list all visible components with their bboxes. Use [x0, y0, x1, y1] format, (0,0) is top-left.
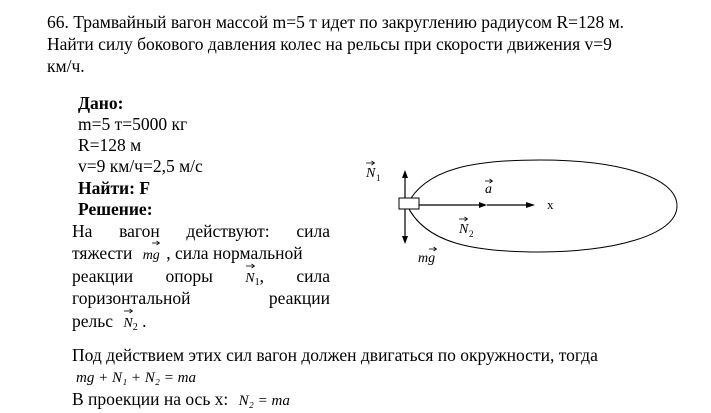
- find-heading: Найти: F: [78, 178, 151, 198]
- given-heading: Дано:: [78, 93, 124, 113]
- word: сила: [296, 221, 330, 241]
- mg-label: [418, 247, 437, 266]
- problem-line-1: 66. Трамвайный вагон массой m=5 т идет по закруглению радиусом R=128 м.: [47, 12, 625, 32]
- solution-line-2: [72, 243, 303, 266]
- vector-arrow-icon: [152, 240, 160, 246]
- word: вагон: [119, 221, 160, 241]
- solution-line-4: [72, 288, 330, 308]
- svg-text:mg: mg: [418, 251, 436, 266]
- formula-n2: N2: [123, 311, 137, 338]
- word: сила: [296, 266, 330, 286]
- svg-text:1: 1: [376, 173, 381, 183]
- word: действуют:: [186, 221, 270, 241]
- word: На: [72, 221, 93, 241]
- solution-line-1: [72, 221, 330, 241]
- n1-label: [365, 161, 381, 183]
- svg-text:N: N: [366, 166, 376, 181]
- mg-arrowhead-icon: [402, 236, 408, 244]
- word: реакции: [268, 288, 330, 308]
- solution-line-5: [72, 311, 146, 338]
- vector-arrow-icon: [124, 308, 133, 314]
- given-radius: R=128 м: [78, 135, 142, 155]
- problem-line-3: км/ч.: [47, 56, 85, 76]
- svg-text:2: 2: [469, 229, 474, 239]
- word: рельс: [72, 311, 113, 331]
- n1-arrowhead-icon: [402, 170, 408, 178]
- word: .: [142, 311, 147, 331]
- equation-projection: N₂ = ma: [238, 393, 290, 409]
- solution-heading: Решение:: [78, 199, 153, 219]
- formula-mg: mg: [143, 243, 160, 266]
- solution-line-8: [72, 389, 290, 411]
- word: горизонтальной: [72, 288, 191, 308]
- formula-n1: N1,: [245, 266, 264, 293]
- n2-arrowhead-icon: [479, 202, 487, 208]
- svg-text:N: N: [459, 222, 469, 237]
- wagon-box: [399, 198, 419, 209]
- solution-line-6: Под действием этих сил вагон должен двигаться по окружности, тогда: [72, 345, 598, 365]
- x-axis-label: x: [547, 197, 554, 212]
- word: , сила нормальной: [166, 243, 303, 263]
- a-label: [485, 179, 493, 197]
- word: опоры: [165, 266, 213, 286]
- vector-arrow-icon: [246, 263, 255, 269]
- svg-text:a: a: [485, 182, 492, 197]
- x-axis-arrowhead-icon: [526, 202, 535, 208]
- given-mass: m=5 т=5000 кг: [78, 114, 188, 134]
- projection-label: В проекции на ось x:: [72, 389, 229, 409]
- n2-label: [458, 217, 474, 239]
- word: реакции: [72, 266, 134, 286]
- force-diagram: [355, 148, 685, 273]
- given-speed: v=9 км/ч=2,5 м/с: [78, 156, 203, 176]
- problem-line-2: Найти силу бокового давления колес на рельсы при скорости движения v=9: [47, 34, 612, 54]
- equation-vector-sum: mg + N₁ + N₂ = ma: [76, 370, 196, 386]
- track-ellipse: [407, 160, 677, 252]
- word: тяжести: [72, 243, 133, 263]
